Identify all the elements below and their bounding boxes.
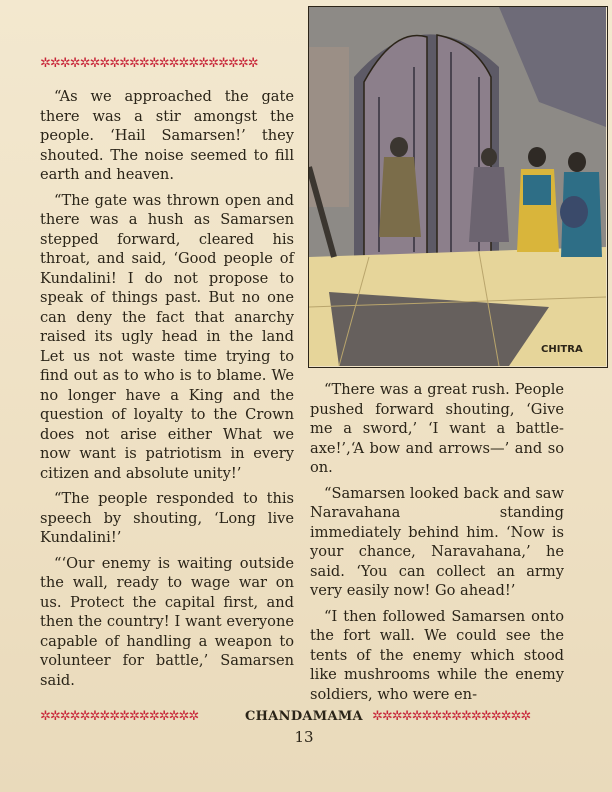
figure-head (481, 148, 497, 166)
paragraph: “Samarsen looked back and saw Naravahana standing immediately behind him. ‘Now is your chance, Naravahana,’ he said. ‘You can collect an army very easily now! Go ahead!’ (310, 484, 564, 599)
paragraph: “The gate was thrown open and there was a hush as Samarsen stepped forward, cleared his throat, and said, ‘Good people of Kundalini! I do not propose to speak of things past. But no one can deny the fact that anarchy raised its ugly head in the land Let us not waste time trying to find out as to who is to blame. We no longer have a King and the question of loyalty to the Crown does not arise either What we now want is patriotism in every citizen and absolute unity!’ (40, 191, 294, 482)
figure-head (390, 137, 408, 157)
paragraph: “The people responded to this speech by shouting, ‘Long live Kundalini!’ (40, 490, 294, 546)
paragraph: “I then followed Samarsen onto the fort wall. We could see the tents of the enemy which stood like mushrooms while the enemy soldiers, who were en- (310, 607, 564, 703)
figure-body (379, 157, 421, 237)
paragraph: “There was a great rush. People pushed forward shouting, ‘Give me a sword,’ ‘I want a battle-axe!’,‘A bow and arrows—’ and so on. (310, 381, 564, 476)
right-text-column (310, 380, 564, 710)
shield-icon (560, 196, 588, 228)
page-number: 13 (294, 728, 314, 746)
ornament-border-bottom-right: ✲✲✲✲✲✲✲✲✲✲✲✲✲✲✲✲ (372, 709, 531, 724)
ornament-border-top: ✲✲✲✲✲✲✲✲✲✲✲✲✲✲✲✲✲✲✲✲✲✲ (40, 56, 258, 71)
ornament-border-bottom-left: ✲✲✲✲✲✲✲✲✲✲✲✲✲✲✲✲ (40, 709, 199, 724)
soldier-head (528, 147, 546, 167)
soldier-tunic (523, 175, 551, 205)
gate-scene-drawing (309, 7, 606, 366)
story-illustration (308, 6, 608, 368)
paragraph: “‘Our enemy is waiting outside the wall, ready to wage war on us. Protect the capital first, and then the country! I want everyone capable of handling a weapon to volunteer for battle,’ Samarsen said. (40, 554, 294, 689)
paragraph: “As we approached the gate there was a stir amongst the people. ‘Hail Samarsen!’ they shouted. The noise seemed to fill earth and heaven. (40, 88, 294, 183)
left-text-column (40, 87, 294, 696)
magazine-title: CHANDAMAMA (245, 709, 363, 724)
figure-body (469, 167, 509, 242)
artist-signature: CHITRA (541, 344, 583, 355)
soldier-head (568, 152, 586, 172)
